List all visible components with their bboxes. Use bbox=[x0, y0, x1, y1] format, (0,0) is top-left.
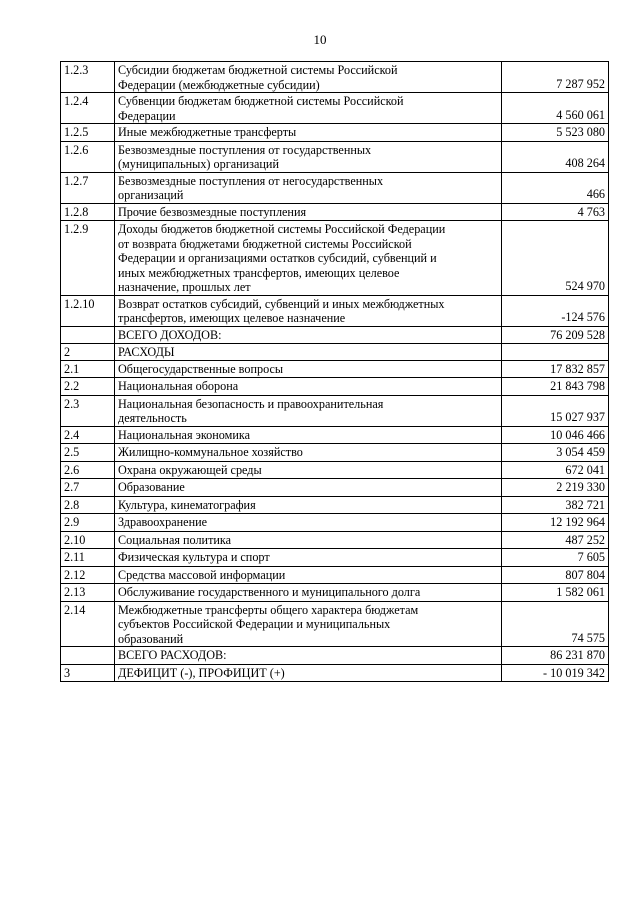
row-name bbox=[115, 93, 502, 124]
row-number: 2 bbox=[61, 344, 115, 361]
row-value: 408 264 bbox=[502, 141, 609, 172]
row-name bbox=[115, 395, 502, 426]
row-name bbox=[115, 647, 502, 665]
row-value: 382 721 bbox=[502, 496, 609, 514]
table-row bbox=[61, 326, 609, 344]
table-row bbox=[61, 378, 609, 396]
row-number: 2.5 bbox=[61, 444, 115, 462]
row-value: 4 763 bbox=[502, 203, 609, 221]
row-value: 86 231 870 bbox=[502, 647, 609, 665]
table-row bbox=[61, 566, 609, 584]
row-number: 1.2.4 bbox=[61, 93, 115, 124]
row-number: 1.2.10 bbox=[61, 295, 115, 326]
table-row bbox=[61, 141, 609, 172]
row-number: 2.7 bbox=[61, 479, 115, 497]
row-name-line: образований bbox=[118, 631, 184, 646]
row-name bbox=[115, 601, 502, 647]
row-number bbox=[61, 326, 115, 344]
row-name-line: ВСЕГО РАСХОДОВ: bbox=[118, 648, 227, 662]
row-name-line: ДЕФИЦИТ (-), ПРОФИЦИТ (+) bbox=[118, 665, 285, 680]
row-name-line: организаций bbox=[118, 188, 184, 202]
row-name-line: Федерации и организациями остатков субсидий, субвенций и bbox=[118, 251, 437, 265]
row-name-line: Федерации (межбюджетные субсидии) bbox=[118, 77, 320, 92]
table-row bbox=[61, 395, 609, 426]
row-number: 2.8 bbox=[61, 496, 115, 514]
row-name bbox=[115, 479, 502, 497]
row-name bbox=[115, 496, 502, 514]
page-number: 10 bbox=[313, 32, 327, 47]
row-name bbox=[115, 549, 502, 567]
row-name bbox=[115, 461, 502, 479]
table-row bbox=[61, 203, 609, 221]
row-value: 21 843 798 bbox=[502, 378, 609, 396]
row-name-line: Федерации bbox=[118, 108, 176, 123]
table-row bbox=[61, 426, 609, 444]
row-name-line: Образование bbox=[118, 480, 185, 494]
row-value: 10 046 466 bbox=[502, 426, 609, 444]
row-name-line: от возврата бюджетами бюджетной системы Российской bbox=[118, 236, 412, 251]
table-row bbox=[61, 479, 609, 497]
row-number: 2.12 bbox=[61, 566, 115, 584]
row-name-line: субъектов Российской Федерации и муниципальных bbox=[118, 617, 391, 631]
table-row bbox=[61, 93, 609, 124]
row-name-line: Общегосударственные вопросы bbox=[118, 361, 284, 376]
row-name bbox=[115, 360, 502, 378]
row-name-line: Национальная экономика bbox=[118, 427, 251, 442]
row-name-line: Межбюджетные трансферты общего характера бюджетам bbox=[118, 602, 419, 617]
row-value: 1 582 061 bbox=[502, 584, 609, 602]
row-value: 807 804 bbox=[502, 566, 609, 584]
row-name-line: Жилищно-коммунальное хозяйство bbox=[118, 445, 303, 459]
row-value: 12 192 964 bbox=[502, 514, 609, 532]
row-name-line: Средства массовой информации bbox=[118, 567, 286, 582]
table-row bbox=[61, 62, 609, 93]
row-number: 1.2.8 bbox=[61, 203, 115, 221]
row-number: 2.11 bbox=[61, 549, 115, 567]
row-value: 7 287 952 bbox=[502, 62, 609, 93]
row-value: 15 027 937 bbox=[502, 395, 609, 426]
row-name-line: деятельность bbox=[118, 411, 187, 425]
row-value: 5 523 080 bbox=[502, 124, 609, 142]
row-name bbox=[115, 295, 502, 326]
table-row bbox=[61, 360, 609, 378]
row-name bbox=[115, 444, 502, 462]
row-name-line: Безвозмездные поступления от государственных bbox=[118, 142, 372, 157]
row-name-line: Национальная безопасность и правоохранительная bbox=[118, 396, 384, 411]
table-row bbox=[61, 664, 609, 682]
row-name bbox=[115, 203, 502, 221]
row-value: 487 252 bbox=[502, 531, 609, 549]
row-name-line: Иные межбюджетные трансферты bbox=[118, 125, 297, 139]
row-name bbox=[115, 378, 502, 396]
table-row bbox=[61, 549, 609, 567]
row-number: 2.1 bbox=[61, 360, 115, 378]
row-name-line: РАСХОДЫ bbox=[118, 345, 175, 359]
row-number: 2.2 bbox=[61, 378, 115, 396]
row-name-line: Доходы бюджетов бюджетной системы Российской Федерации bbox=[118, 222, 446, 236]
table-row bbox=[61, 531, 609, 549]
table-row bbox=[61, 514, 609, 532]
row-name bbox=[115, 172, 502, 203]
table-row bbox=[61, 295, 609, 326]
row-name-line: Охрана окружающей среды bbox=[118, 462, 262, 477]
table-row bbox=[61, 124, 609, 142]
table-row bbox=[61, 584, 609, 602]
row-number bbox=[61, 647, 115, 665]
row-name bbox=[115, 141, 502, 172]
budget-table bbox=[60, 61, 609, 682]
row-name-line: ВСЕГО ДОХОДОВ: bbox=[118, 327, 222, 342]
row-value: 76 209 528 bbox=[502, 326, 609, 344]
row-name-line: иных межбюджетных трансфертов, имеющих целевое bbox=[118, 265, 400, 280]
row-number: 2.14 bbox=[61, 601, 115, 647]
table-row bbox=[61, 496, 609, 514]
row-name-line: Субсидии бюджетам бюджетной системы Российской bbox=[118, 63, 398, 77]
row-name-line: Субвенции бюджетам бюджетной системы Российской bbox=[118, 94, 404, 108]
row-value: 524 970 bbox=[502, 221, 609, 296]
row-name bbox=[115, 326, 502, 344]
table-row bbox=[61, 221, 609, 296]
row-value bbox=[502, 344, 609, 361]
table-row bbox=[61, 461, 609, 479]
row-value: 17 832 857 bbox=[502, 360, 609, 378]
row-name-line: Социальная политика bbox=[118, 532, 232, 547]
row-number: 1.2.3 bbox=[61, 62, 115, 93]
table-row bbox=[61, 172, 609, 203]
row-name-line: Культура, кинематография bbox=[118, 497, 256, 512]
row-number: 1.2.5 bbox=[61, 124, 115, 142]
row-name bbox=[115, 584, 502, 602]
row-name-line: Физическая культура и спорт bbox=[118, 550, 270, 564]
row-name bbox=[115, 221, 502, 296]
row-name bbox=[115, 566, 502, 584]
row-value: 3 054 459 bbox=[502, 444, 609, 462]
row-value: - 10 019 342 bbox=[502, 664, 609, 682]
table-row bbox=[61, 601, 609, 647]
row-value: -124 576 bbox=[502, 295, 609, 326]
table-row bbox=[61, 647, 609, 665]
row-name bbox=[115, 344, 502, 361]
row-value: 7 605 bbox=[502, 549, 609, 567]
row-name-line: Обслуживание государственного и муниципального долга bbox=[118, 585, 421, 599]
row-value: 74 575 bbox=[502, 601, 609, 647]
row-name bbox=[115, 514, 502, 532]
row-name-line: Возврат остатков субсидий, субвенций и иных межбюджетных bbox=[118, 296, 445, 311]
row-number: 2.3 bbox=[61, 395, 115, 426]
row-value: 672 041 bbox=[502, 461, 609, 479]
table-row bbox=[61, 444, 609, 462]
row-name-line: Прочие безвозмездные поступления bbox=[118, 204, 307, 219]
row-name bbox=[115, 664, 502, 682]
row-number: 2.10 bbox=[61, 531, 115, 549]
row-name bbox=[115, 124, 502, 142]
row-number: 1.2.7 bbox=[61, 172, 115, 203]
row-number: 3 bbox=[61, 664, 115, 682]
row-number: 1.2.9 bbox=[61, 221, 115, 296]
table-row bbox=[61, 344, 609, 361]
row-name bbox=[115, 426, 502, 444]
row-name bbox=[115, 531, 502, 549]
row-name bbox=[115, 62, 502, 93]
row-number: 2.13 bbox=[61, 584, 115, 602]
row-name-line: Национальная оборона bbox=[118, 379, 239, 393]
budget-table-body bbox=[61, 62, 609, 682]
row-value: 4 560 061 bbox=[502, 93, 609, 124]
row-name-line: Безвозмездные поступления от негосударственных bbox=[118, 173, 384, 188]
row-value: 466 bbox=[502, 172, 609, 203]
row-number: 2.4 bbox=[61, 426, 115, 444]
row-name-line: трансфертов, имеющих целевое назначение bbox=[118, 311, 346, 325]
row-number: 2.6 bbox=[61, 461, 115, 479]
row-name-line: Здравоохранение bbox=[118, 515, 208, 529]
row-number: 1.2.6 bbox=[61, 141, 115, 172]
row-name-line: (муниципальных) организаций bbox=[118, 157, 279, 171]
row-name-line: назначение, прошлых лет bbox=[118, 280, 251, 294]
row-number: 2.9 bbox=[61, 514, 115, 532]
row-value: 2 219 330 bbox=[502, 479, 609, 497]
